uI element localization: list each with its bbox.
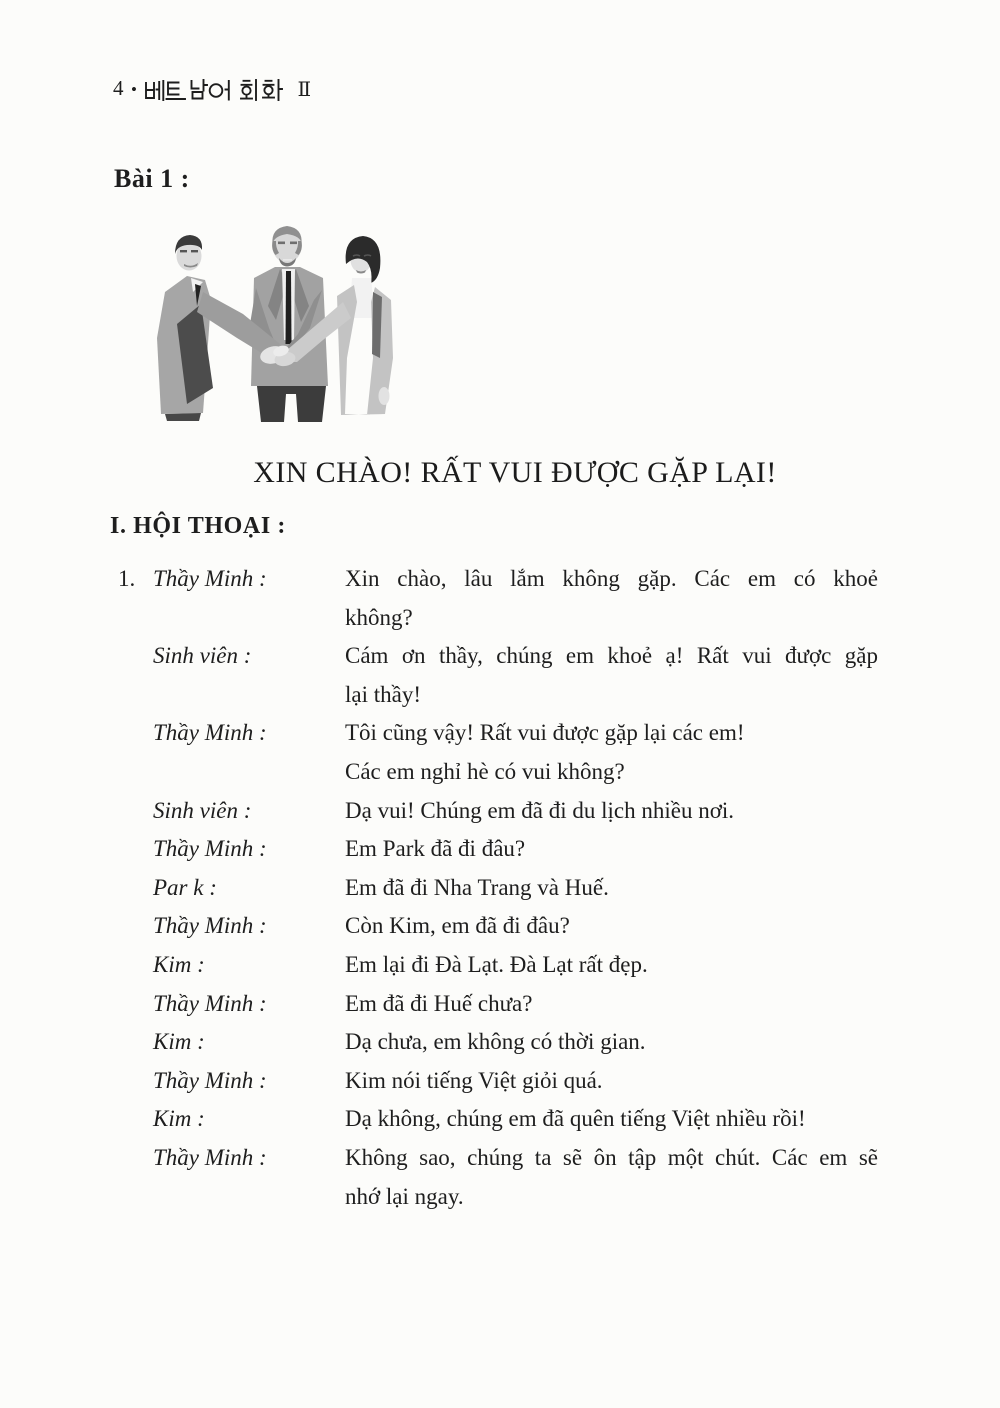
dialogue-line: lại thầy! <box>345 681 421 707</box>
dialogue-entry <box>113 1139 878 1216</box>
dialogue-line: Em Park đã đi đâu? <box>345 836 526 862</box>
dialogue-line: Dạ vui! Chúng em đã đi du lịch nhiều nơi. <box>345 797 735 823</box>
dialogue-line: Còn Kim, em đã đi đâu? <box>345 913 570 939</box>
dialogue-text <box>345 637 878 714</box>
dialogue-line: Em đã đi Nha Trang và Huế. <box>345 874 609 900</box>
dialogue-text <box>345 1023 878 1062</box>
dialogue-speaker: Thầy Minh : <box>153 913 267 939</box>
dialogue-speaker: Kim : <box>153 1106 205 1132</box>
dialogue-line: nhớ lại ngay. <box>345 1183 464 1209</box>
dialogue-line: Tôi cũng vậy! Rất vui được gặp lại các em! <box>345 720 745 746</box>
dialogue-text <box>345 714 878 791</box>
dialogue-entry <box>113 946 878 985</box>
dialogue-speaker: Thầy Minh : <box>153 990 267 1016</box>
dialogue-line: Cám ơn thầy, chúng em khoẻ ạ! Rất vui được gặp <box>345 643 878 669</box>
dialogue-line: Em đã đi Huế chưa? <box>345 990 533 1016</box>
running-head <box>113 76 312 101</box>
dialogue-line: Dạ chưa, em không có thời gian. <box>345 1029 646 1055</box>
dialogue-entry <box>113 560 878 637</box>
dialogue-number: 1. <box>118 566 136 591</box>
bullet-separator: • <box>131 80 138 99</box>
dialogue-line: Không sao, chúng ta sẽ ôn tập một chút. Các em sẽ <box>345 1144 878 1170</box>
dialogue-speaker: Sinh viên : <box>153 643 252 669</box>
dialogue-text <box>345 560 878 637</box>
dialogue-text <box>345 985 878 1024</box>
dialogue-speaker: Thầy Minh : <box>153 720 267 746</box>
dialogue-entry <box>113 1100 878 1139</box>
korean-title-glyphs <box>144 78 290 102</box>
dialogue-text <box>345 830 878 869</box>
lesson-label: Bài 1 : <box>114 164 190 193</box>
dialogue-entry <box>113 907 878 946</box>
dialogue-entry <box>113 830 878 869</box>
dialogue-text <box>345 1100 878 1139</box>
dialogue-text <box>345 1062 878 1101</box>
lesson-title: XIN CHÀO! RẤT VUI ĐƯỢC GẶP LẠI! <box>253 456 777 489</box>
page-number: 4 <box>113 76 124 100</box>
dialogue-line: Kim nói tiếng Việt giỏi quá. <box>345 1067 603 1093</box>
dialogue-line: Xin chào, lâu lắm không gặp. Các em có khoẻ <box>345 566 878 591</box>
section-heading: I. HỘI THOẠI : <box>110 513 286 539</box>
dialogue-line: Các em nghỉ hè có vui không? <box>345 758 625 784</box>
dialogue-speaker: Par k : <box>153 874 217 900</box>
dialogue <box>113 560 878 1216</box>
dialogue-text <box>345 907 878 946</box>
dialogue-speaker: Thầy Minh : <box>153 836 267 862</box>
dialogue-speaker: Thầy Minh : <box>153 566 267 591</box>
dialogue-line: Dạ không, chúng em đã quên tiếng Việt nhiều rồi! <box>345 1106 806 1132</box>
dialogue-text <box>345 946 878 985</box>
volume-numeral: Ⅱ <box>297 76 312 101</box>
middle-man-figure <box>250 226 328 422</box>
dialogue-speaker: Thầy Minh : <box>153 1067 267 1093</box>
dialogue-text <box>345 1139 878 1216</box>
dialogue-entry <box>113 714 878 791</box>
dialogue-speaker: Thầy Minh : <box>153 1144 267 1170</box>
dialogue-speaker: Kim : <box>153 1029 205 1055</box>
dialogue-entry <box>113 637 878 714</box>
dialogue-entry <box>113 869 878 908</box>
dialogue-entry <box>113 1062 878 1101</box>
dialogue-speaker: Sinh viên : <box>153 797 252 823</box>
dialogue-entry <box>113 985 878 1024</box>
dialogue-text <box>345 792 878 831</box>
dialogue-line: Em lại đi Đà Lạt. Đà Lạt rất đẹp. <box>345 951 648 977</box>
dialogue-speaker: Kim : <box>153 951 205 977</box>
dialogue-line: không? <box>345 604 413 630</box>
handshake-illustration <box>135 208 430 428</box>
dialogue-text <box>345 869 878 908</box>
dialogue-entry <box>113 1023 878 1062</box>
dialogue-entry <box>113 792 878 831</box>
